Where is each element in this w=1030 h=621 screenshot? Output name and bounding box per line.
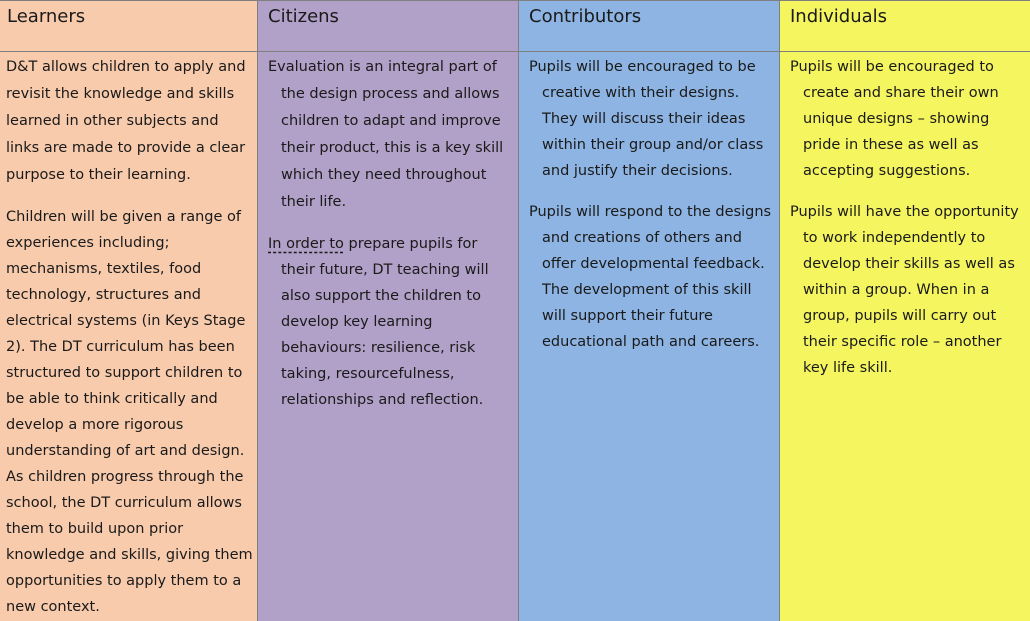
column-body-learners bbox=[0, 52, 257, 620]
column-header-learners: Learners bbox=[0, 1, 257, 52]
individuals-paragraph-1: Pupils will be encouraged to create and share their own unique designs – showing pride in these as well as accepting suggestions. bbox=[790, 59, 999, 179]
citizens-paragraph-2 bbox=[268, 231, 514, 413]
column-citizens bbox=[257, 0, 518, 621]
citizens-paragraph-2-rest: prepare pupils for their future, DT teaching will also support the children to develop key learning behaviours: resilience, risk taking, resourcefulness, relationships and reflection. bbox=[281, 236, 489, 408]
column-contributors bbox=[518, 0, 779, 621]
column-learners bbox=[0, 0, 257, 621]
column-individuals bbox=[779, 0, 1030, 621]
column-header-contributors: Contributors bbox=[519, 1, 779, 52]
learners-paragraph-1: D&T allows children to apply and revisit the knowledge and skills learned in other subjects and links are made to provide a clear purpose to their learning. bbox=[6, 59, 246, 183]
citizens-paragraph-1: Evaluation is an integral part of the design process and allows children to adapt and improve their product, this is a key skill which they need throughout their life. bbox=[268, 59, 504, 210]
column-header-citizens: Citizens bbox=[258, 1, 518, 52]
learners-paragraph-2: Children will be given a range of experiences including; mechanisms, textiles, food technology, structures and electrical systems (in Keys Stage 2). The DT curriculum has been structured to support children to be able to think critically and develop a more rigorous understanding of art and design. As children progress through the school, the DT curriculum allows them to build upon prior knowledge and skills, giving them opportunities to apply them to a new context. bbox=[6, 209, 253, 615]
grammar-underline: In order to bbox=[268, 236, 344, 252]
column-body-contributors bbox=[519, 52, 779, 355]
column-body-individuals bbox=[780, 52, 1030, 381]
column-body-citizens bbox=[258, 52, 518, 413]
column-header-individuals: Individuals bbox=[780, 1, 1030, 52]
individuals-paragraph-2: Pupils will have the opportunity to work independently to develop their skills as well as within a group. When in a group, pupils will carry out their specific role – another key life skill. bbox=[790, 204, 1019, 376]
contributors-paragraph-2: Pupils will respond to the designs and creations of others and offer developmental feedback. The development of this skill will support their future educational path and careers. bbox=[529, 204, 772, 350]
contributors-paragraph-1: Pupils will be encouraged to be creative with their designs. They will discuss their ideas within their group and/or class and justify their decisions. bbox=[529, 59, 764, 179]
